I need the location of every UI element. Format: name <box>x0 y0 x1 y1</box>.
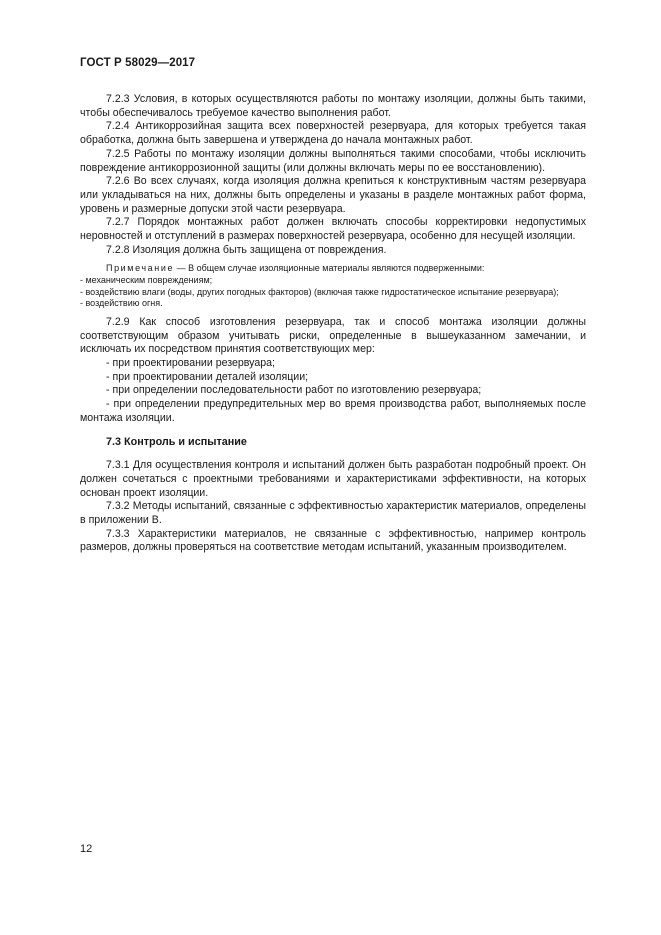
list-item: - при определении последовательности работ по изготовлению резервуара; <box>106 384 482 397</box>
paragraph-7-2-4: 7.2.4 Антикоррозийная защита всех поверхностей резервуара, для которых требуется такая обработка, должна быть завершена и утверждена до начала монтажных работ. <box>80 120 586 147</box>
section-title-7-3: 7.3 Контроль и испытание <box>106 436 247 449</box>
paragraph-7-3-3: 7.3.3 Характеристики материалов, не связанные с эффективностью, например контроль размеров, должны проверяться на соответствие методам испытаний, указанным производителем. <box>80 527 586 554</box>
paragraph-7-2-8: 7.2.8 Изоляция должна быть защищена от повреждения. <box>106 243 387 256</box>
paragraph-7-2-3: 7.2.3 Условия, в которых осуществляются работы по монтажу изоляции, должны быть такими, чтобы обеспечивалось требуемое качество выполнения работ. <box>80 93 586 119</box>
list-item: - при определении предупредительных мер во время производства работ, выполняемых после монтажа изоляции. <box>80 398 586 424</box>
list-item: - при проектировании деталей изоляции; <box>106 370 309 383</box>
note-item: - механическим повреждениям; <box>80 275 213 286</box>
document-header: ГОСТ Р 58029—2017 <box>80 57 196 69</box>
note-label: Примечание <box>106 263 175 274</box>
note-intro-text: В общем случае изоляционные материалы являются подверженными: <box>188 263 485 274</box>
paragraph-7-3-1: 7.3.1 Для осуществления контроля и испытаний должен быть разработан подробный проект. Он должен сочетаться с проектными требованиями и характеристиками эффективности, на которых основан проект изоляции. <box>80 459 586 499</box>
note-item: - воздействию огня. <box>80 298 163 309</box>
paragraph-7-2-7: 7.2.7 Порядок монтажных работ должен включать способы корректировки недопустимых неровностей и отступлений в размерах поверхностей резервуара, особенно для несущей изоляции. <box>80 216 586 243</box>
note-block <box>80 263 586 309</box>
page-number: 12 <box>80 843 93 855</box>
page-content <box>80 93 586 555</box>
note-dash: — <box>174 263 189 274</box>
list-item: - при проектировании резервуара; <box>106 356 275 369</box>
paragraph-7-3-2: 7.3.2 Методы испытаний, связанные с эффективностью характеристик материалов, определены в приложении В. <box>80 500 586 526</box>
paragraph-7-2-9: 7.2.9 Как способ изготовления резервуара, так и способ монтажа изоляции должны соответствующим образом учитывать риски, определенные в вышеуказанном замечании, и исключать их посредством принятия соответствующих мер: <box>80 315 586 356</box>
paragraph-7-2-6: 7.2.6 Во всех случаях, когда изоляция должна крепиться к конструктивным частям резервуара или укладываться на них, должны быть определены и указаны в разделе монтажных работ форма, уровень и размерные допуски этой части резервуара. <box>80 175 586 215</box>
note-intro <box>80 263 586 275</box>
note-item: - воздействию влаги (воды, других погодных факторов) (включая также гидростатическое испытание резервуара); <box>80 286 559 297</box>
paragraph-7-2-5: 7.2.5 Работы по монтажу изоляции должны выполняться такими способами, чтобы исключить повреждение антикоррозионной защиты (или должны включать меры по ее восстановлению). <box>80 147 586 174</box>
